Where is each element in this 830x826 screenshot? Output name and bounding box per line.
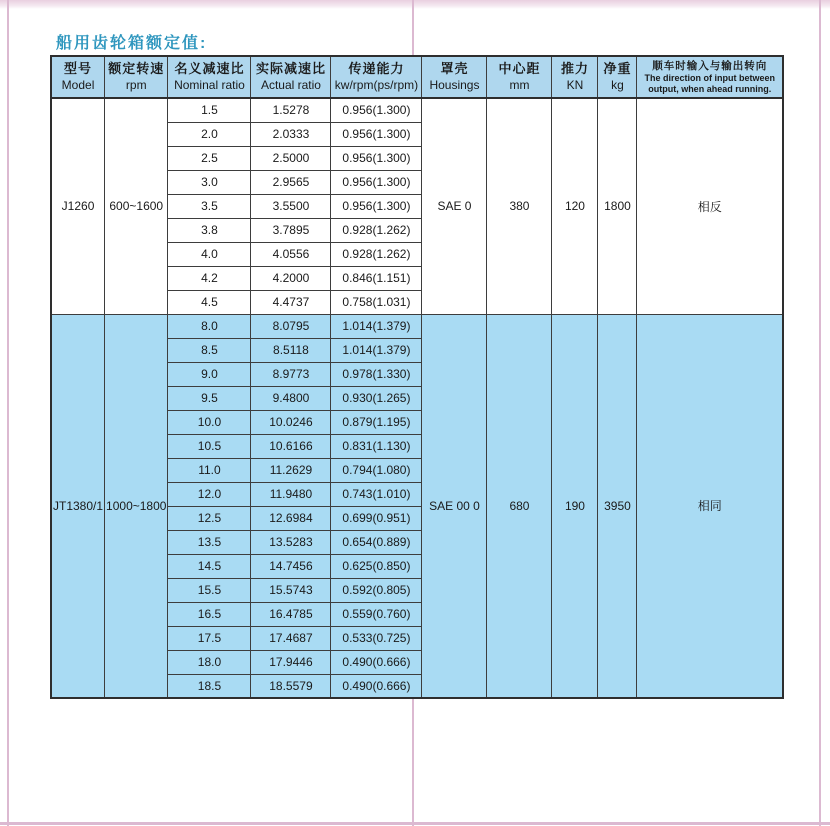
cell-actual-ratio: 14.7456 bbox=[251, 554, 331, 578]
cell-transmission-capacity: 0.699(0.951) bbox=[331, 506, 422, 530]
header-thrust bbox=[552, 56, 598, 98]
header-rated-speed-zh: 额定转速 bbox=[108, 61, 165, 77]
cell-nominal-ratio: 1.5 bbox=[168, 98, 251, 122]
header-thrust-zh: 推力 bbox=[560, 61, 589, 77]
cell-nominal-ratio: 17.5 bbox=[168, 626, 251, 650]
cell-transmission-capacity: 0.831(1.130) bbox=[331, 434, 422, 458]
cell-thrust: 120 bbox=[552, 98, 598, 314]
table-row bbox=[51, 98, 783, 122]
cell-actual-ratio: 2.0333 bbox=[251, 122, 331, 146]
cell-transmission-capacity: 0.490(0.666) bbox=[331, 674, 422, 698]
cell-actual-ratio: 3.5500 bbox=[251, 194, 331, 218]
cell-actual-ratio: 4.0556 bbox=[251, 242, 331, 266]
cell-transmission-capacity: 1.014(1.379) bbox=[331, 338, 422, 362]
cell-center-distance: 680 bbox=[487, 314, 552, 698]
cell-nominal-ratio: 3.0 bbox=[168, 170, 251, 194]
cell-nominal-ratio: 12.0 bbox=[168, 482, 251, 506]
cell-transmission-capacity: 0.956(1.300) bbox=[331, 98, 422, 122]
header-net-weight bbox=[598, 56, 637, 98]
cell-actual-ratio: 8.5118 bbox=[251, 338, 331, 362]
cell-actual-ratio: 15.5743 bbox=[251, 578, 331, 602]
cell-transmission-capacity: 0.956(1.300) bbox=[331, 146, 422, 170]
cell-nominal-ratio: 9.0 bbox=[168, 362, 251, 386]
cell-housings: SAE 00 0 bbox=[422, 314, 487, 698]
cell-rated-speed: 1000~1800 bbox=[105, 314, 168, 698]
cell-transmission-capacity: 0.928(1.262) bbox=[331, 242, 422, 266]
header-direction-en: The direction of input between output, when ahead running. bbox=[644, 72, 775, 94]
cell-nominal-ratio: 18.0 bbox=[168, 650, 251, 674]
cell-actual-ratio: 18.5579 bbox=[251, 674, 331, 698]
cell-nominal-ratio: 13.5 bbox=[168, 530, 251, 554]
header-transmission-capacity-en: kw/rpm(ps/rpm) bbox=[334, 77, 419, 92]
cell-actual-ratio: 13.5283 bbox=[251, 530, 331, 554]
cell-actual-ratio: 11.2629 bbox=[251, 458, 331, 482]
cell-actual-ratio: 4.2000 bbox=[251, 266, 331, 290]
cell-nominal-ratio: 4.5 bbox=[168, 290, 251, 314]
cell-center-distance: 380 bbox=[487, 98, 552, 314]
table-row bbox=[51, 314, 783, 338]
cell-nominal-ratio: 11.0 bbox=[168, 458, 251, 482]
header-model-zh: 型号 bbox=[64, 61, 93, 77]
cell-nominal-ratio: 4.0 bbox=[168, 242, 251, 266]
top-margin-band bbox=[0, 0, 830, 9]
cell-nominal-ratio: 2.5 bbox=[168, 146, 251, 170]
header-net-weight-en: kg bbox=[611, 77, 624, 92]
header-thrust-en: KN bbox=[566, 77, 584, 92]
cell-transmission-capacity: 0.846(1.151) bbox=[331, 266, 422, 290]
header-nominal-ratio-en: Nominal ratio bbox=[174, 77, 245, 92]
cell-actual-ratio: 17.4687 bbox=[251, 626, 331, 650]
header-direction-zh: 顺车时输入与输出转向 bbox=[652, 59, 768, 72]
cell-actual-ratio: 2.5000 bbox=[251, 146, 331, 170]
cell-model: JT1380/1 bbox=[51, 314, 105, 698]
header-transmission-capacity bbox=[331, 56, 422, 98]
left-margin-line bbox=[7, 0, 9, 826]
cell-transmission-capacity: 0.956(1.300) bbox=[331, 194, 422, 218]
cell-actual-ratio: 11.9480 bbox=[251, 482, 331, 506]
gearbox-ratings-table bbox=[50, 55, 784, 699]
header-actual-ratio-en: Actual ratio bbox=[260, 77, 321, 92]
cell-actual-ratio: 16.4785 bbox=[251, 602, 331, 626]
cell-transmission-capacity: 0.490(0.666) bbox=[331, 650, 422, 674]
header-center-distance-en: mm bbox=[509, 77, 530, 92]
cell-transmission-capacity: 0.758(1.031) bbox=[331, 290, 422, 314]
cell-transmission-capacity: 0.956(1.300) bbox=[331, 122, 422, 146]
cell-transmission-capacity: 0.743(1.010) bbox=[331, 482, 422, 506]
cell-nominal-ratio: 14.5 bbox=[168, 554, 251, 578]
cell-transmission-capacity: 0.956(1.300) bbox=[331, 170, 422, 194]
cell-transmission-capacity: 0.794(1.080) bbox=[331, 458, 422, 482]
table-body bbox=[51, 98, 783, 698]
cell-actual-ratio: 10.0246 bbox=[251, 410, 331, 434]
header-rated-speed bbox=[105, 56, 168, 98]
cell-transmission-capacity: 1.014(1.379) bbox=[331, 314, 422, 338]
header-rated-speed-en: rpm bbox=[125, 77, 147, 92]
cell-net-weight: 1800 bbox=[598, 98, 637, 314]
header-center-distance bbox=[487, 56, 552, 98]
cell-actual-ratio: 2.9565 bbox=[251, 170, 331, 194]
cell-thrust: 190 bbox=[552, 314, 598, 698]
cell-actual-ratio: 12.6984 bbox=[251, 506, 331, 530]
cell-actual-ratio: 4.4737 bbox=[251, 290, 331, 314]
header-center-distance-zh: 中心距 bbox=[498, 61, 541, 77]
page-title: 船用齿轮箱额定值: bbox=[56, 35, 208, 52]
cell-actual-ratio: 9.4800 bbox=[251, 386, 331, 410]
header-model bbox=[51, 56, 105, 98]
right-margin-line bbox=[819, 0, 821, 826]
cell-transmission-capacity: 0.879(1.195) bbox=[331, 410, 422, 434]
header-nominal-ratio-zh: 名义减速比 bbox=[174, 61, 245, 77]
bottom-margin-line bbox=[0, 822, 830, 825]
cell-transmission-capacity: 0.654(0.889) bbox=[331, 530, 422, 554]
cell-nominal-ratio: 2.0 bbox=[168, 122, 251, 146]
cell-transmission-capacity: 0.928(1.262) bbox=[331, 218, 422, 242]
cell-actual-ratio: 17.9446 bbox=[251, 650, 331, 674]
cell-transmission-capacity: 0.625(0.850) bbox=[331, 554, 422, 578]
table-header bbox=[51, 56, 783, 98]
header-direction bbox=[637, 56, 783, 98]
cell-rated-speed: 600~1600 bbox=[105, 98, 168, 314]
cell-actual-ratio: 10.6166 bbox=[251, 434, 331, 458]
cell-transmission-capacity: 0.533(0.725) bbox=[331, 626, 422, 650]
header-housings bbox=[422, 56, 487, 98]
header-model-en: Model bbox=[61, 77, 95, 92]
cell-actual-ratio: 8.0795 bbox=[251, 314, 331, 338]
gearbox-ratings-table-wrap bbox=[50, 55, 784, 699]
cell-actual-ratio: 8.9773 bbox=[251, 362, 331, 386]
cell-nominal-ratio: 9.5 bbox=[168, 386, 251, 410]
cell-actual-ratio: 3.7895 bbox=[251, 218, 331, 242]
cell-direction: 相反 bbox=[637, 98, 783, 314]
cell-nominal-ratio: 10.5 bbox=[168, 434, 251, 458]
cell-transmission-capacity: 0.930(1.265) bbox=[331, 386, 422, 410]
header-transmission-capacity-zh: 传递能力 bbox=[348, 61, 405, 77]
cell-nominal-ratio: 12.5 bbox=[168, 506, 251, 530]
header-actual-ratio-zh: 实际减速比 bbox=[255, 61, 326, 77]
cell-nominal-ratio: 8.5 bbox=[168, 338, 251, 362]
cell-actual-ratio: 1.5278 bbox=[251, 98, 331, 122]
header-actual-ratio bbox=[251, 56, 331, 98]
header-net-weight-zh: 净重 bbox=[603, 61, 632, 77]
header-nominal-ratio bbox=[168, 56, 251, 98]
cell-net-weight: 3950 bbox=[598, 314, 637, 698]
cell-housings: SAE 0 bbox=[422, 98, 487, 314]
cell-nominal-ratio: 18.5 bbox=[168, 674, 251, 698]
cell-model: J1260 bbox=[51, 98, 105, 314]
cell-nominal-ratio: 8.0 bbox=[168, 314, 251, 338]
cell-nominal-ratio: 4.2 bbox=[168, 266, 251, 290]
header-housings-en: Housings bbox=[429, 77, 480, 92]
cell-nominal-ratio: 3.5 bbox=[168, 194, 251, 218]
cell-nominal-ratio: 15.5 bbox=[168, 578, 251, 602]
cell-nominal-ratio: 10.0 bbox=[168, 410, 251, 434]
cell-transmission-capacity: 0.592(0.805) bbox=[331, 578, 422, 602]
cell-nominal-ratio: 3.8 bbox=[168, 218, 251, 242]
cell-transmission-capacity: 0.559(0.760) bbox=[331, 602, 422, 626]
cell-nominal-ratio: 16.5 bbox=[168, 602, 251, 626]
header-housings-zh: 罩壳 bbox=[440, 61, 469, 77]
cell-transmission-capacity: 0.978(1.330) bbox=[331, 362, 422, 386]
cell-direction: 相同 bbox=[637, 314, 783, 698]
